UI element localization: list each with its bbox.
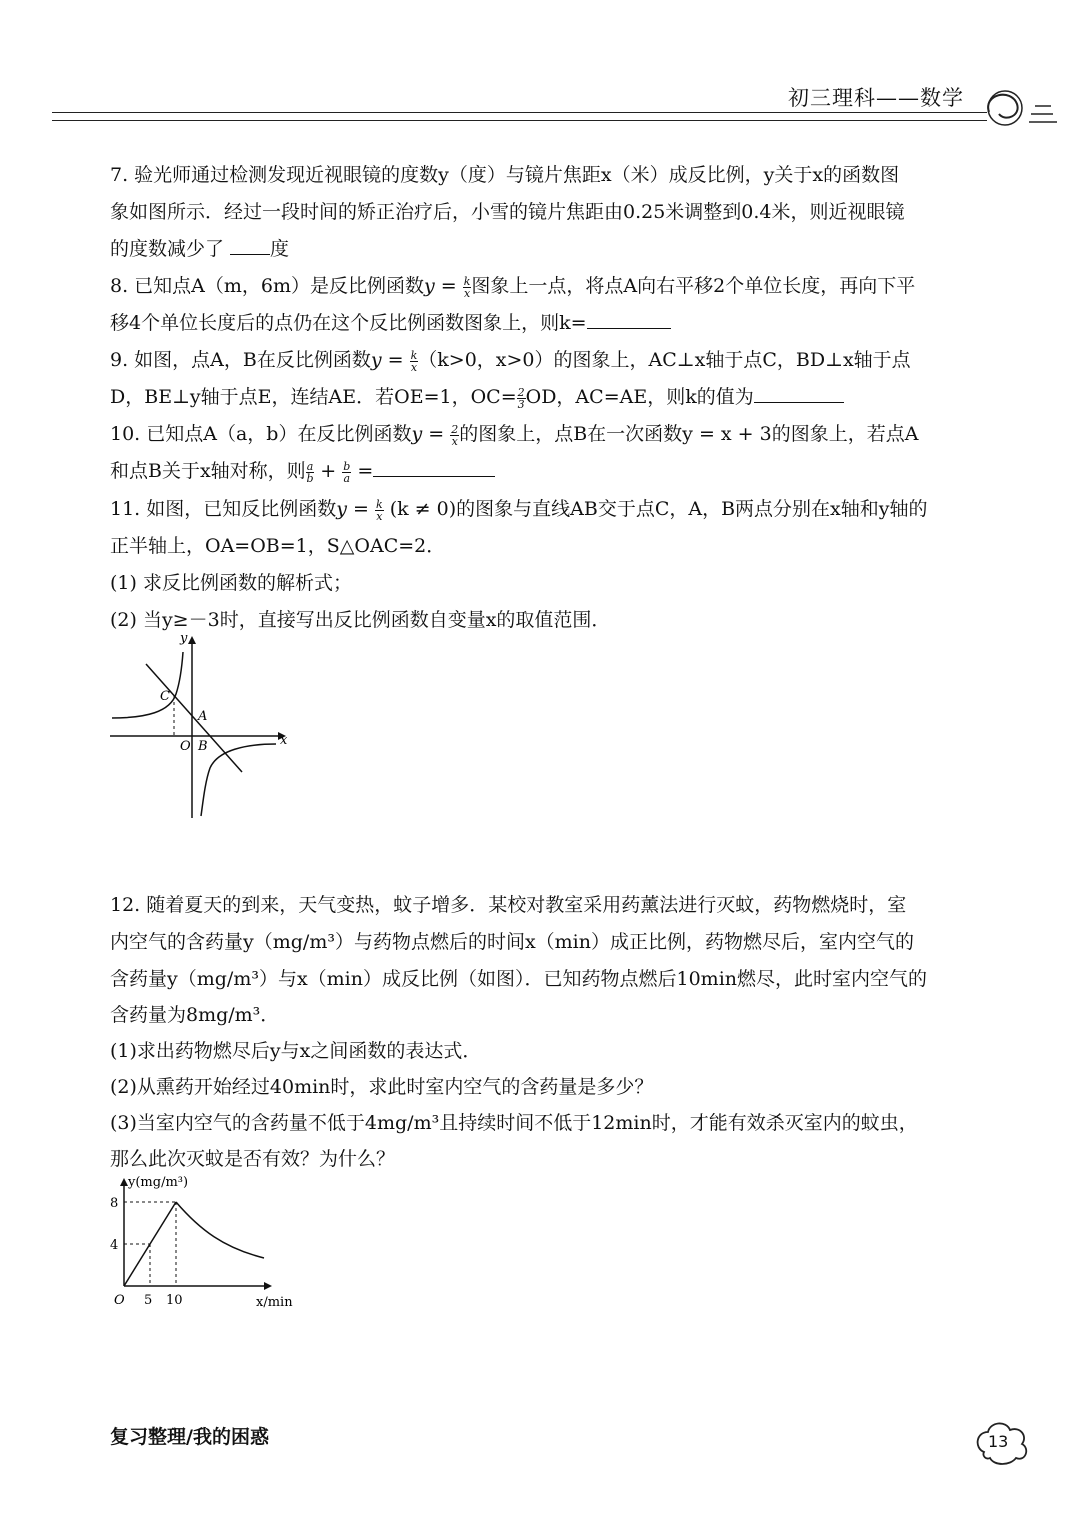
q11-text-a: 11. 如图，已知反比例函数 [110,498,337,520]
q10-fraction-ab [306,461,315,484]
q7-line-2: 象如图所示．经过一段时间的矫正治疗后，小雪的镜片焦距由0.25米调整到0.4米，则近视眼镜 [110,201,905,223]
q8-y-eq: y = [424,275,463,297]
q10-text-a: 10. 已知点A（a，b）在反比例函数 [110,423,412,445]
q9-denominator-2: 3 [517,397,525,411]
q9-text-a: 9. 如图，点A，B在反比例函数 [110,349,371,371]
header-rule-bottom [52,120,987,121]
q7-unit: 度 [270,238,290,260]
q10-d2: a [343,471,351,485]
q12-line-2: 内空气的含药量y（mg/m³）与药物点燃后的时间x（min）成正比例，药物燃尽后，室内空气的 [110,931,914,953]
q11-text-c: (k ≠ 0)的图象与直线AB交于点C，A，B两点分别在x轴和y轴的 [383,498,928,520]
q11-numerator: k [376,497,383,511]
q9-denominator: x [410,360,418,374]
fig12-origin: O [114,1293,125,1308]
q11-y-eq: y = [336,498,375,520]
q11-figure [106,632,296,822]
q8-denominator: x [463,286,471,300]
q11-part-2: (2) 当y≥－3时，直接写出反比例函数自变量x的取值范围． [110,609,611,631]
q9-text-2b: OD，AC=AE，则k的值为 [525,386,754,408]
q8-line-2 [110,308,671,335]
fig12-tick-x10: 10 [166,1293,183,1308]
fig12-xlabel: x/min [256,1295,293,1310]
q12-line-1: 12. 随着夏天的到来，天气变热，蚊子增多．某校对教室采用药薰法进行灭蚊，药物燃烧时，室 [110,894,907,916]
q9-text-c: （k>0，x>0）的图象上，AC⊥x轴于点C，BD⊥x轴于点 [418,349,911,371]
header-rule-top [52,112,987,113]
q9-fraction [410,350,419,373]
q10-d1: b [306,471,314,485]
q10-fraction-ba [342,461,351,484]
fig12-ylabel: y(mg/m³) [128,1175,189,1190]
page-number: 13 [988,1432,1009,1451]
fig11-line-ab [146,664,242,772]
q12-part-1: (1)求出药物燃尽后y与x之间函数的表达式． [110,1040,482,1062]
fig11-hyperbola-right [201,744,276,816]
fig11-label-c: C [160,689,170,704]
q10-plus: + [314,460,343,482]
q11-denominator: x [376,509,383,523]
fig12-tick-y8: 8 [110,1196,119,1211]
q8-text-a: 8. 已知点A（m，6m）是反比例函数 [110,275,425,297]
q8-line-1 [110,271,915,299]
q9-numerator-2: 2 [517,385,525,399]
q8-numerator: k [463,274,471,288]
q9-y-eq: y = [370,349,410,371]
q10-n1: a [306,459,314,473]
q11-part-1: (1) 求反比例函数的解析式； [110,572,352,594]
header-swirl-decoration [975,80,1065,140]
q7-line-3 [110,234,289,261]
q11-fraction [375,499,384,522]
q10-text-c: 的图象上，点B在一次函数y = x + 3的图象上，若点A [459,423,919,445]
q12-line-3: 含药量y（mg/m³）与x（min）成反比例（如图）．已知药物点燃后10min燃尽，此时室内空气的 [110,968,928,990]
q9-line-1 [110,345,911,373]
q11-line-2: 正半轴上，OA=OB=1，S△OAC=2． [110,535,446,557]
q12-part-2: (2)从熏药开始经过40min时，求此时室内空气的含药量是多少？ [110,1076,654,1098]
header-title: 初三理科——数学 [788,86,964,110]
q10-line-1 [110,419,918,447]
fig11-label-a: A [198,709,208,724]
q9-numerator: k [410,348,418,362]
fig11-label-y: y [180,632,188,646]
q10-numerator: 2 [451,422,459,436]
fig12-tick-y4: 4 [110,1238,119,1253]
footer-title: 复习整理/我的困惑 [110,1426,269,1448]
fig11-label-x: x [280,733,288,748]
q7-answer-blank[interactable] [230,236,270,255]
q10-y-eq: y = [411,423,451,445]
q7-line-3-text: 的度数减少了 [110,238,231,260]
q7-line-1: 7. 验光师通过检测发现近视眼镜的度数y（度）与镜片焦距x（米）成反比例，y关于x的函数图 [110,164,900,186]
q12-part-4: 那么此次灭蚊是否有效？为什么？ [110,1148,396,1170]
q10-line-2 [110,456,495,484]
q9-text-2a: D，BE⊥y轴于点E，连结AE．若OE=1，OC= [110,386,517,408]
q10-text-2a: 和点B关于x轴对称，则 [110,460,306,482]
q9-fraction-2 [517,387,526,410]
fig12-decay-curve [176,1202,264,1258]
q8-text-2: 移4个单位长度后的点仍在这个反比例函数图象上，则k= [110,312,587,334]
q10-n2: b [343,459,351,473]
q10-eq: = [351,460,374,482]
q9-line-2 [110,382,844,410]
q12-figure [104,1172,314,1312]
q11-line-1 [110,494,928,522]
q10-fraction [450,424,459,447]
q9-answer-blank[interactable] [754,384,844,403]
fig11-label-b: B [198,739,208,754]
q8-answer-blank[interactable] [587,310,671,329]
fig12-tick-x5: 5 [144,1293,153,1308]
fig11-hyperbola-left [112,652,183,718]
q10-answer-blank[interactable] [373,458,495,477]
q12-line-4: 含药量为8mg/m³． [110,1004,280,1026]
q8-text-c: 图象上一点，将点A向右平移2个单位长度，再向下平 [471,275,916,297]
q10-denominator: x [451,434,458,448]
q12-part-3: (3)当室内空气的含药量不低于4mg/m³且持续时间不低于12min时，才能有效杀灭室内的蚊虫， [110,1112,918,1134]
fig11-label-o: O [180,739,191,754]
